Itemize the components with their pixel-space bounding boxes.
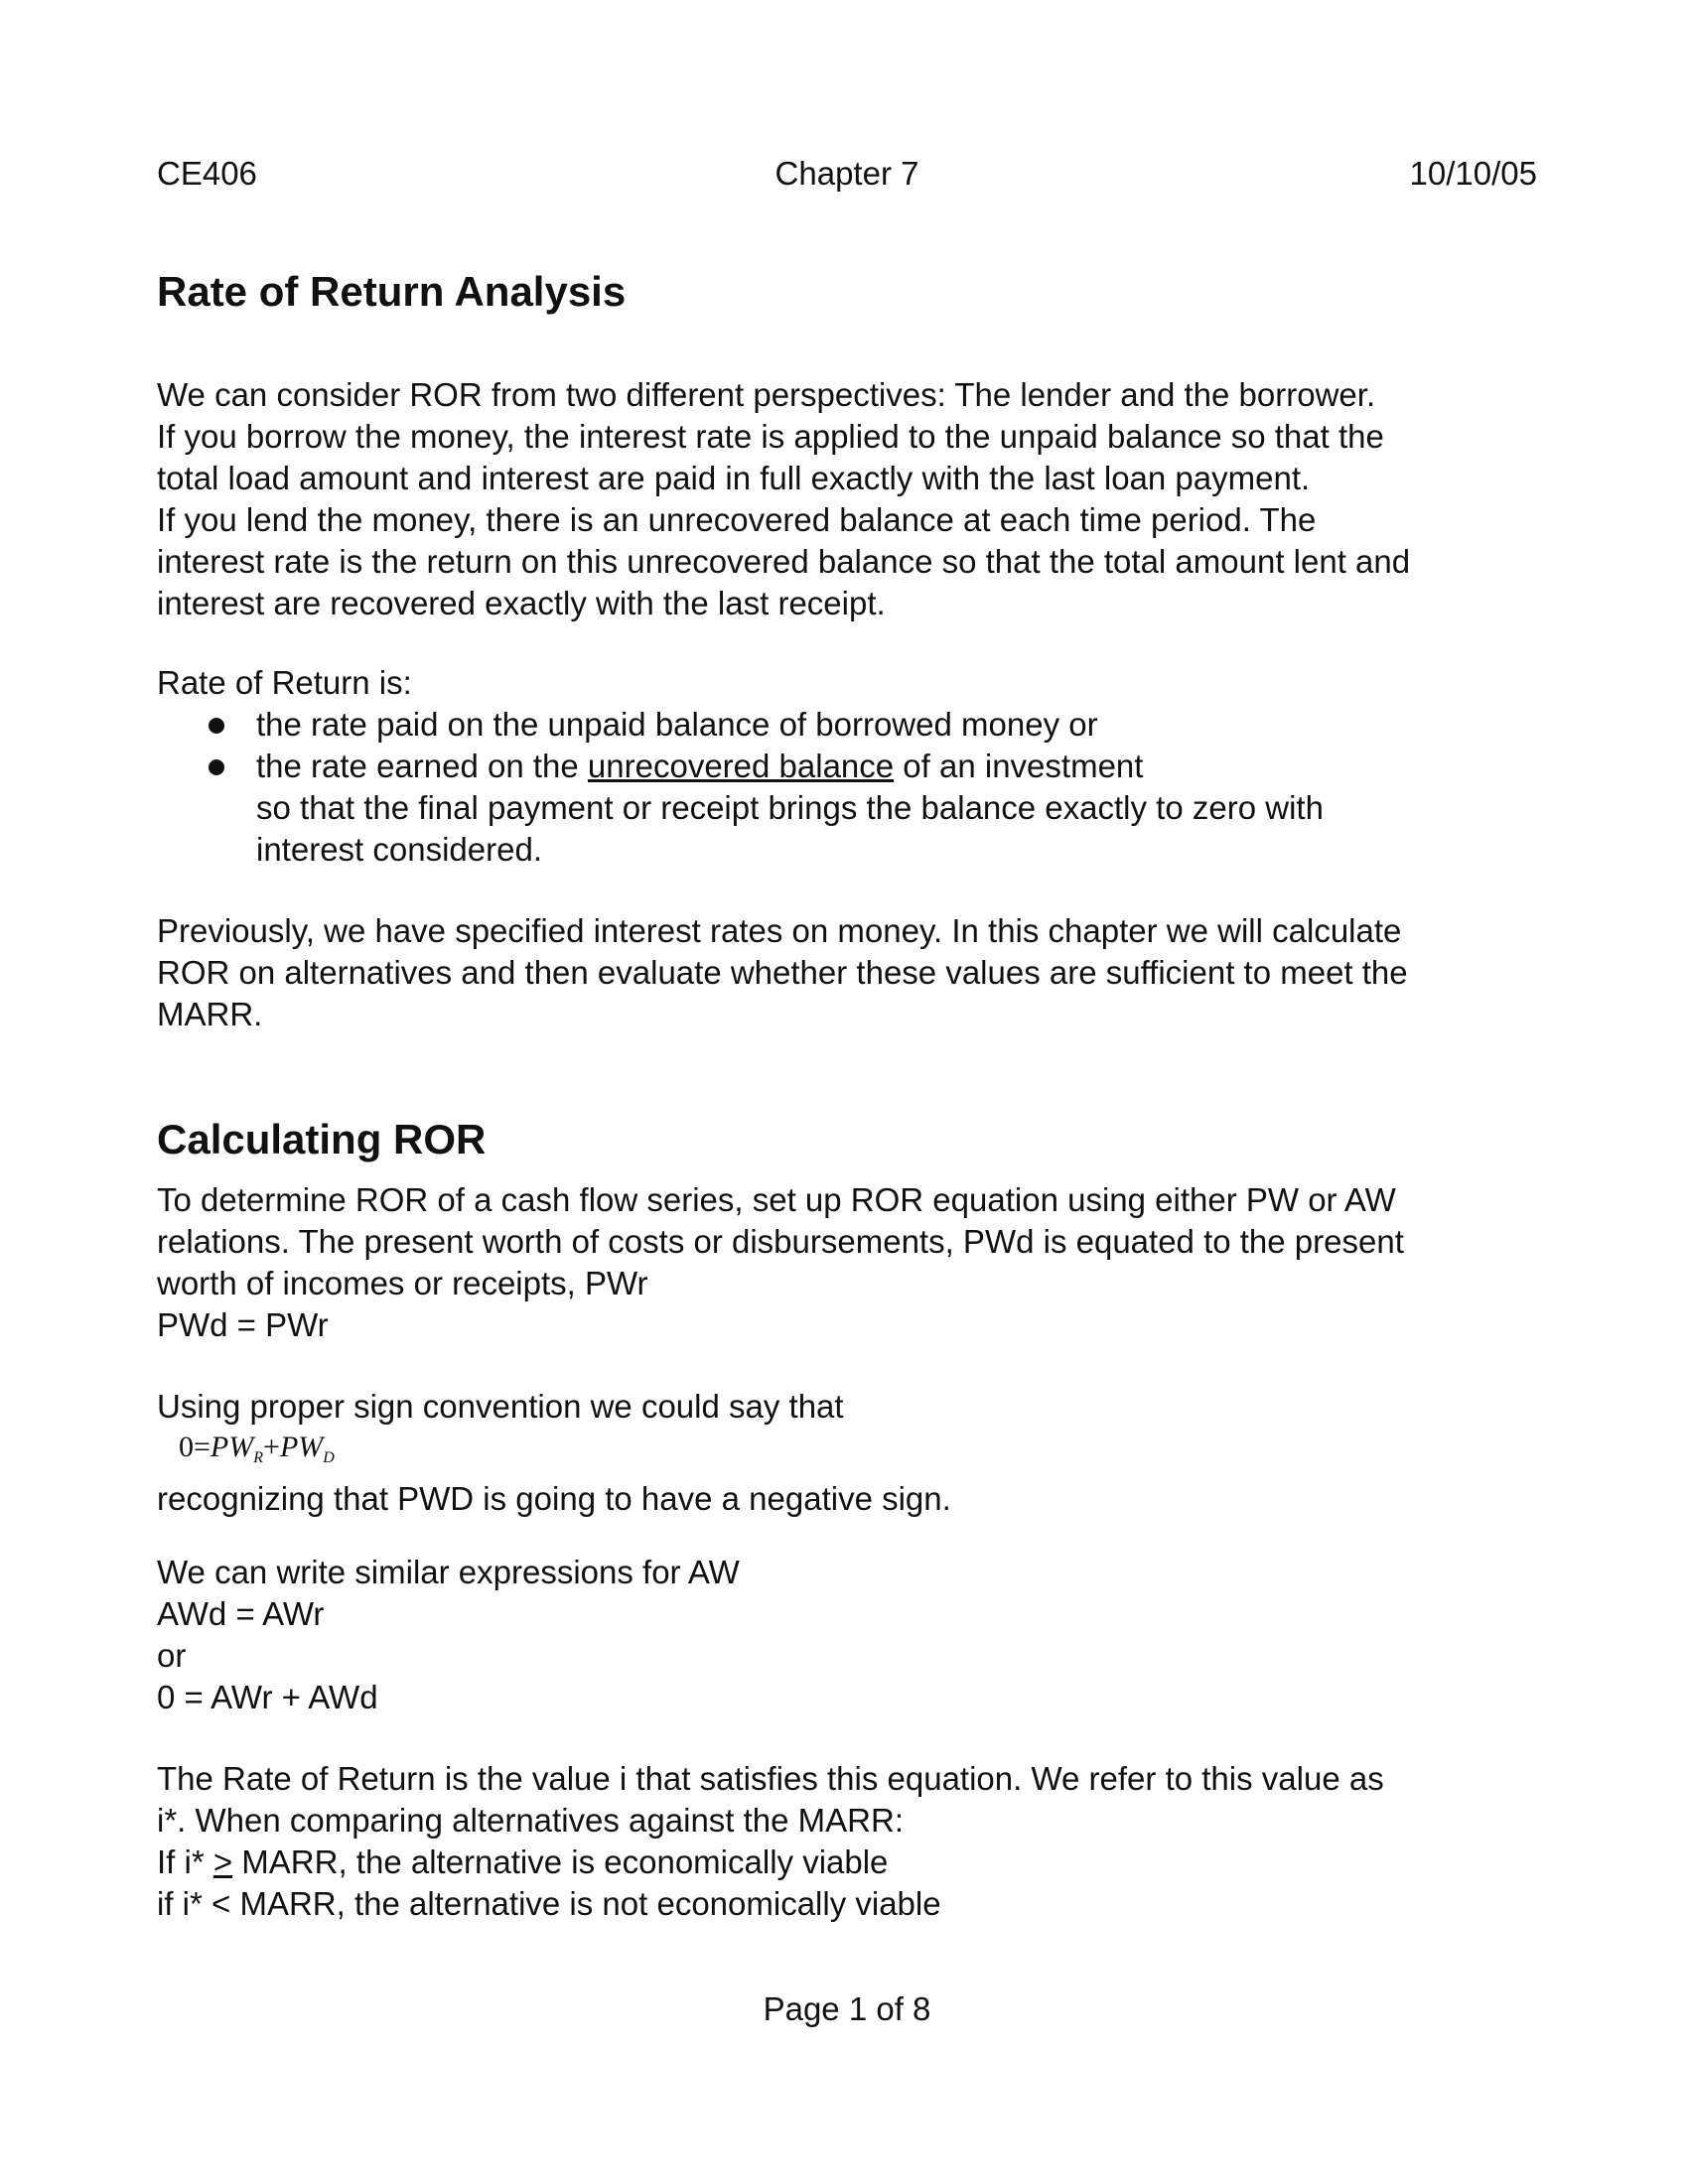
text-line: worth of incomes or receipts, PWr xyxy=(157,1265,648,1301)
ror-is-label: Rate of Return is: xyxy=(157,664,412,701)
page-header xyxy=(157,153,1537,195)
equation-subscript: R xyxy=(253,1449,264,1466)
greater-equal-symbol: > xyxy=(212,1843,233,1880)
text-line: i*. When comparing alternatives against the MARR: xyxy=(157,1802,905,1839)
text-line: If you lend the money, there is an unrecovered balance at each time period. The xyxy=(157,501,1317,538)
equation-line: PWd = PWr xyxy=(157,1306,329,1343)
bullet-icon xyxy=(209,718,224,734)
ror-definition xyxy=(157,662,1537,871)
bullet-item xyxy=(157,704,1537,746)
underlined-term: unrecovered balance xyxy=(587,748,895,784)
course-code: CE406 xyxy=(157,155,257,192)
equation-plus: + xyxy=(263,1431,280,1463)
bullet-text: the rate paid on the unpaid balance of borrowed money or xyxy=(256,706,1098,743)
text-line: MARR. xyxy=(157,996,263,1032)
chapter-label: Chapter 7 xyxy=(774,155,919,192)
continuation-line: so that the final payment or receipt brings the balance exactly to zero with xyxy=(256,789,1324,826)
viable-pre: If i* xyxy=(157,1843,213,1880)
equation-subscript: D xyxy=(323,1449,335,1466)
viable-condition xyxy=(157,1842,1537,1883)
intro-paragraph xyxy=(157,374,1537,624)
rate-paragraph xyxy=(157,1758,1537,1925)
page-number: Page 1 of 8 xyxy=(763,1990,931,2027)
sign-convention-paragraph xyxy=(157,1386,1537,1520)
text-line: recognizing that PWD is going to have a negative sign. xyxy=(157,1480,951,1517)
section-title-calculating-ror: Calculating ROR xyxy=(157,1116,487,1162)
text-line: We can consider ROR from two different perspectives: The lender and the borrower. xyxy=(157,376,1376,413)
text-line: We can write similar expressions for AW xyxy=(157,1554,740,1590)
bullet-icon xyxy=(209,759,224,775)
continuation-line: interest considered. xyxy=(256,831,542,868)
text-line: Previously, we have specified interest rates on money. In this chapter we will calculate xyxy=(157,912,1402,949)
equation-line: AWd = AWr xyxy=(157,1595,325,1632)
equation-line: 0 = AWr + AWd xyxy=(157,1679,378,1715)
text-line: ROR on alternatives and then evaluate whether these values are sufficient to meet the xyxy=(157,954,1408,991)
text-line: total load amount and interest are paid in full exactly with the last loan payment. xyxy=(157,460,1311,496)
determine-paragraph xyxy=(157,1179,1537,1346)
text-line: interest are recovered exactly with the last receipt. xyxy=(157,585,886,621)
equation-lhs: 0= xyxy=(179,1431,211,1463)
text-line: To determine ROR of a cash flow series, set up ROR equation using either PW or AW xyxy=(157,1181,1396,1218)
text-line: The Rate of Return is the value i that satisfies this equation. We refer to this value as xyxy=(157,1760,1384,1797)
section-title-rate-of-return-analysis: Rate of Return Analysis xyxy=(157,268,627,315)
viable-post: MARR, the alternative is economically viable xyxy=(232,1843,889,1880)
pw-equation xyxy=(157,1428,1537,1478)
bullet-text-pre: the rate earned on the xyxy=(256,748,588,784)
not-viable-condition: if i* < MARR, the alternative is not economically viable xyxy=(157,1885,941,1922)
previously-paragraph xyxy=(157,910,1537,1035)
bullet-item xyxy=(157,746,1537,787)
equation-term: PW xyxy=(279,1431,324,1463)
equation-term: PW xyxy=(210,1431,254,1463)
text-line: Using proper sign convention we could say that xyxy=(157,1388,844,1425)
aw-paragraph xyxy=(157,1552,1537,1718)
text-line: or xyxy=(157,1637,187,1674)
bullet-text xyxy=(256,746,1143,787)
text-line: relations. The present worth of costs or disbursements, PWd is equated to the present xyxy=(157,1223,1404,1260)
document-page xyxy=(157,0,1537,2184)
text-line: interest rate is the return on this unrecovered balance so that the total amount lent and xyxy=(157,543,1411,580)
bullet-text-post: of an investment xyxy=(894,748,1144,784)
header-date: 10/10/05 xyxy=(1409,155,1537,192)
text-line: If you borrow the money, the interest rate is applied to the unpaid balance so that the xyxy=(157,418,1384,455)
